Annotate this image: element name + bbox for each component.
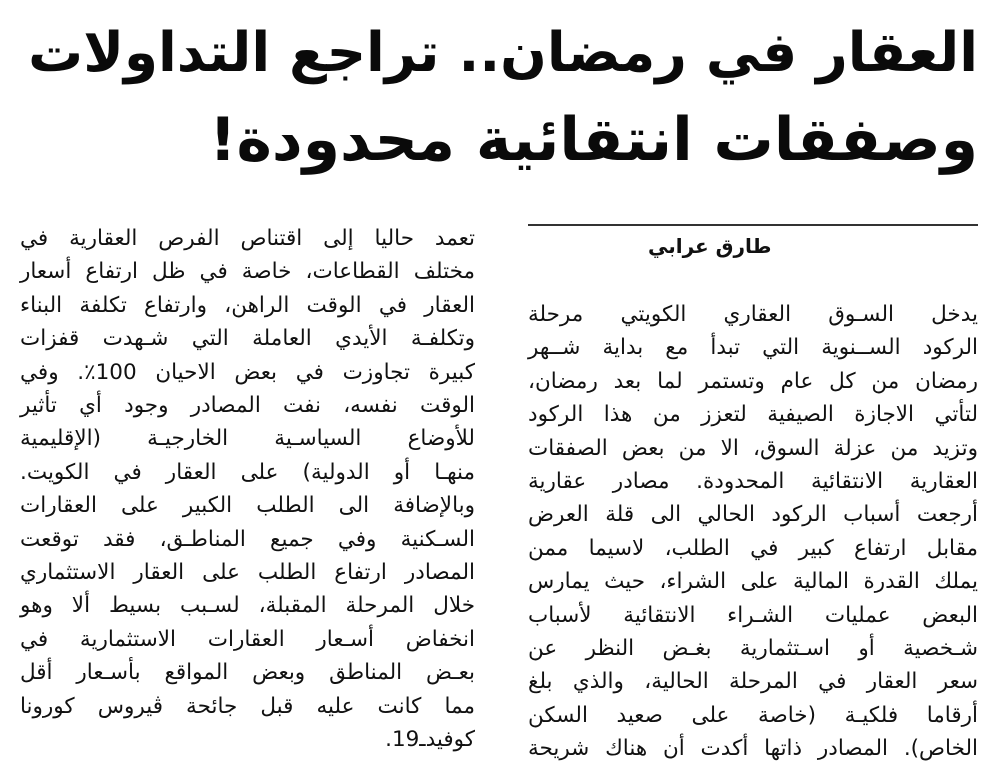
text-line: مختلف القطاعات، خاصة في ظل ارتفاع أسعار bbox=[20, 259, 475, 285]
text-line: البعض عمليات الشـراء الانتقائية لأسباب bbox=[528, 602, 978, 628]
text-line: الوقت نفسه، نفت المصادر وجود أي تأثير bbox=[20, 393, 475, 419]
text-line: منهـا أو الدولية) على العقار في الكويت. bbox=[20, 459, 475, 485]
text-line: أرجعت أسباب الركود الحالي الى قلة العرض bbox=[528, 502, 978, 528]
text-line: وتزيد من عزلة السوق، الا من بعض الصفقات bbox=[528, 435, 978, 461]
article-column-right bbox=[528, 298, 978, 766]
text-line: شـخصية أو اسـتثمارية بغـض النظر عن bbox=[528, 636, 978, 662]
text-line: يدخل السـوق العقاري الكويتي مرحلة bbox=[528, 302, 978, 327]
text-line: كوفيدـ19. bbox=[385, 727, 475, 753]
text-line: وبالإضافة الى الطلب الكبير على العقارات bbox=[20, 493, 475, 519]
headline-line-1: العقار في رمضان.. تراجع التداولات bbox=[28, 20, 978, 84]
byline bbox=[528, 232, 978, 260]
text-line: العقارية الانتقائية المحدودة. مصادر عقارية bbox=[528, 469, 978, 495]
text-line: السـكنية وفي جميع المناطـق، فقد توقعت bbox=[20, 526, 475, 552]
headline bbox=[18, 8, 978, 184]
text-line: سعر العقار في المرحلة الحالية، والذي بلغ bbox=[528, 669, 978, 695]
text-line: وتكلفـة الأيدي العاملة التي شـهدت قفزات bbox=[20, 326, 475, 352]
text-line: لتأتي الاجازة الصيفية لتعزز من هذا الركود bbox=[528, 402, 978, 428]
text-line: أرقاما فلكيـة (خاصة على صعيد السكن bbox=[528, 702, 978, 728]
text-line: خلال المرحلة المقبلة، لسـبب بسيط ألا وهو bbox=[20, 593, 475, 619]
headline-line-2: وصفقات انتقائية محدودة! bbox=[209, 105, 978, 175]
article-column-left bbox=[20, 222, 475, 757]
text-line: انخفاض أسـعار العقارات الاستثمارية في bbox=[20, 626, 475, 652]
text-line: تعمد حاليا إلى اقتناص الفرص العقارية في bbox=[20, 226, 475, 251]
text-line: الخاص). المصادر ذاتها أكدت أن هناك شريحة bbox=[528, 736, 978, 762]
text-line: الركود الســنوية التي تبدأ مع بداية شــهر bbox=[528, 335, 978, 361]
text-line: كبيرة تجاوزت في بعض الاحيان 100٪. وفي bbox=[20, 359, 475, 385]
author-name: طارق عرابي bbox=[648, 234, 772, 258]
text-line: العقار في الوقت الراهن، وارتفاع تكلفة البناء bbox=[20, 292, 475, 318]
byline-rule bbox=[528, 224, 978, 226]
text-line: مقابل ارتفاع كبير في الطلب، لاسيما ممن bbox=[528, 535, 978, 561]
text-line: للأوضاع السياسـية الخارجيـة (الإقليمية bbox=[20, 426, 475, 452]
text-line: مما كانت عليه قبل جائحة ڤيروس كورونا bbox=[20, 693, 475, 719]
text-line: يملك القدرة المالية على الشراء، حيث يمارس bbox=[528, 569, 978, 595]
text-line: بعـض المناطق وبعض المواقع بأسـعار أقل bbox=[20, 660, 475, 686]
text-line: رمضان من كل عام وتستمر لما بعد رمضان، bbox=[528, 368, 978, 394]
text-line: المصادر ارتفاع الطلب على العقار الاستثماري bbox=[20, 560, 475, 586]
